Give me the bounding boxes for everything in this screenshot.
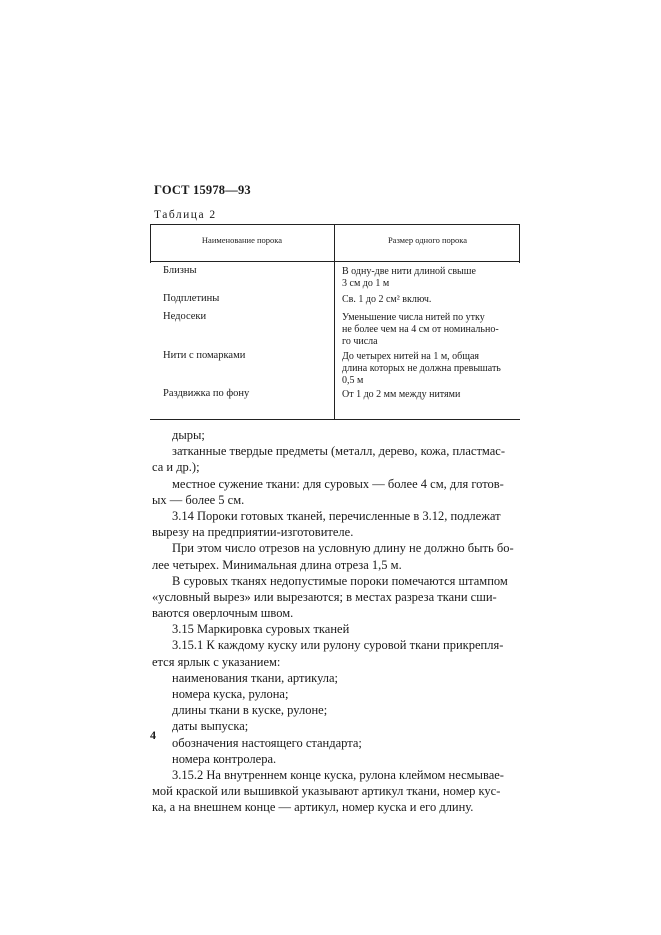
body-line: ваются оверлочным швом. (152, 606, 294, 621)
table-row-name: Подплетины (163, 293, 220, 304)
table-header-divider (150, 261, 520, 262)
table-row-size: До четырех нитей на 1 м, общая длина которых не должна превышать 0,5 м (342, 351, 501, 386)
body-line: ется ярлык с указанием: (152, 654, 281, 669)
body-line: мой краской или вышивкой указывают артикул ткани, номер кус- (152, 784, 501, 799)
table-row-name: Близны (163, 265, 197, 276)
body-line: лее четырех. Минимальная длина отреза 1,5 м. (152, 557, 402, 572)
body-line: вырезу на предприятии-изготовителе. (152, 525, 354, 540)
body-line: В суровых тканях недопустимые пороки помечаются штампом (172, 573, 508, 588)
body-line: «условный вырез» или вырезаются; в местах разреза ткани сши- (152, 589, 497, 604)
body-line: 3.15 Маркировка суровых тканей (172, 622, 350, 637)
body-line: наименования ткани, артикула; (172, 670, 339, 685)
body-line: ка, а на внешнем конце — артикул, номер куска и его длину. (152, 800, 474, 815)
table-row-size: В одну-две нити длиной свыше 3 см до 1 м (342, 266, 476, 289)
body-line: ых — более 5 см. (152, 492, 245, 507)
table-row-name: Нити с помарками (163, 350, 246, 361)
document-header: ГОСТ 15978—93 (154, 183, 251, 197)
column-header-defect-name: Наименование порока (201, 235, 283, 245)
table-row-size: От 1 до 2 мм между нитями (342, 389, 461, 400)
body-text (152, 427, 518, 816)
table-row-name: Раздвижка по фону (163, 388, 250, 399)
body-line: обозначения настоящего стандарта; (172, 735, 362, 750)
body-line: 3.15.2 На внутреннем конце куска, рулона клеймом несмываe- (172, 767, 504, 782)
table-row-size: Уменьшение числа нитей по утку не более чем на 4 см от номинально- го числа (342, 312, 499, 347)
body-line: 3.15.1 К каждому куску или рулону суровой ткани прикрепля- (172, 638, 504, 653)
body-line: дыры; (172, 428, 205, 442)
body-line: местное сужение ткани: для суровых — более 4 см, для готов- (172, 476, 504, 491)
body-line: длины ткани в куске, рулоне; (172, 703, 328, 718)
defects-table (150, 224, 520, 420)
table-caption: Таблица 2 (154, 209, 217, 221)
body-line: При этом число отрезов на условную длину не должно быть бо- (172, 541, 514, 556)
body-line: 3.14 Пороки готовых тканей, перечисленные в 3.12, подлежат (172, 508, 501, 523)
table-row-size: Св. 1 до 2 см² включ. (342, 294, 432, 305)
body-line: са и др.); (152, 460, 200, 475)
column-header-defect-size: Размер одного порока (387, 235, 468, 245)
page-number: 4 (150, 728, 156, 742)
table-row-name: Недосеки (163, 311, 207, 322)
body-line: номера куска, рулона; (172, 687, 289, 701)
table-column-divider (334, 225, 335, 419)
body-line: затканные твердые предметы (металл, дерево, кожа, пластмас- (172, 444, 506, 459)
body-line: даты выпуска; (172, 719, 249, 734)
body-line: номера контролера. (172, 751, 277, 766)
